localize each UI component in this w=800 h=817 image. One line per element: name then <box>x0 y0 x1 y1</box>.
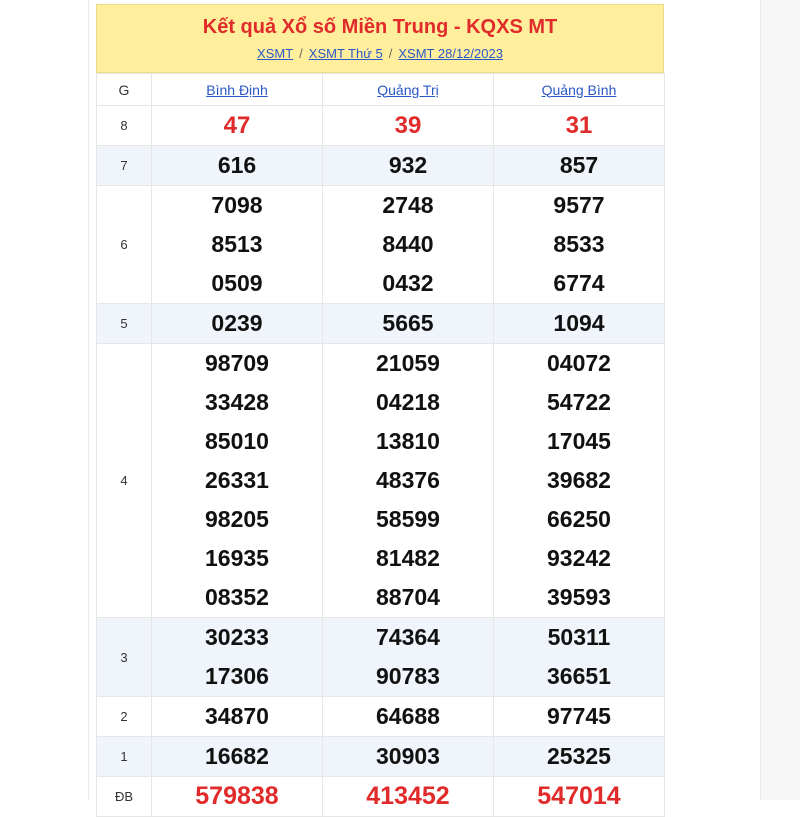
prize-number: 5665 <box>382 310 434 336</box>
prize-number: 0509 <box>211 270 263 296</box>
results-table <box>96 73 665 817</box>
special-prize-number: 547014 <box>537 782 621 810</box>
prize-label: 5 <box>97 304 152 344</box>
prize-cell <box>152 146 323 186</box>
province-link-binh-dinh[interactable]: Bình Định <box>206 81 268 98</box>
prize-cell <box>494 697 665 737</box>
special-prize-number: 413452 <box>366 782 450 810</box>
prize-number: 17306 <box>205 663 269 689</box>
page-title: Kết quả Xổ số Miền Trung - KQXS MT <box>202 16 558 38</box>
prize-label: ĐB <box>97 777 152 817</box>
prize-number: 04072 <box>547 350 611 376</box>
breadcrumb-xsmt-thu5[interactable]: XSMT Thứ 5 <box>308 46 383 61</box>
prize-number: 0239 <box>211 310 263 336</box>
prize-number: 48376 <box>376 467 440 493</box>
prize-number: 26331 <box>205 467 269 493</box>
prize-number: 66250 <box>547 506 611 532</box>
province-link-quang-binh[interactable]: Quảng Bình <box>541 81 617 98</box>
prize-number: 85010 <box>205 428 269 454</box>
prize-number: 39682 <box>547 467 611 493</box>
prize-label: 1 <box>97 737 152 777</box>
prize-table-body <box>97 106 665 817</box>
prize-number: 04218 <box>376 389 440 415</box>
prize-number: 6774 <box>553 270 605 296</box>
table-header-row <box>97 74 665 106</box>
prize-number: 74364 <box>376 624 440 650</box>
prize-number: 39593 <box>547 584 611 610</box>
prize-number: 64688 <box>376 703 440 729</box>
prize-row <box>97 106 665 146</box>
prize-number: 2748 <box>382 192 434 218</box>
prize-number: 30903 <box>376 743 440 769</box>
prize-label: 7 <box>97 146 152 186</box>
breadcrumb-separator: / <box>388 46 393 61</box>
prize-number: 30233 <box>205 624 269 650</box>
prize-cell <box>494 344 665 618</box>
prize-number: 16682 <box>205 743 269 769</box>
prize-number: 33428 <box>205 389 269 415</box>
prize-number: 8513 <box>211 231 263 257</box>
prize-cell <box>494 618 665 697</box>
prize-cell <box>152 344 323 618</box>
prize-number: 0432 <box>382 270 434 296</box>
prize-label: 4 <box>97 344 152 618</box>
prize-cell <box>323 777 494 817</box>
breadcrumb-xsmt[interactable]: XSMT <box>257 46 294 61</box>
province-header <box>323 74 494 106</box>
left-margin <box>0 0 89 800</box>
prize-cell <box>152 618 323 697</box>
prize-number: 25325 <box>547 743 611 769</box>
prize-cell <box>494 146 665 186</box>
right-margin <box>760 0 800 800</box>
prize-cell <box>323 697 494 737</box>
prize-number: 1094 <box>553 310 605 336</box>
prize-number: 88704 <box>376 584 440 610</box>
province-header <box>152 74 323 106</box>
prize-cell <box>323 106 494 146</box>
prize-cell <box>152 106 323 146</box>
prize-cell <box>323 186 494 304</box>
prize-cell <box>152 777 323 817</box>
results-panel <box>96 4 664 817</box>
prize-number: 81482 <box>376 545 440 571</box>
prize-number: 31 <box>565 112 593 139</box>
prize-row <box>97 146 665 186</box>
prize-number: 616 <box>217 152 257 178</box>
prize-row <box>97 304 665 344</box>
prize-number: 50311 <box>547 624 611 650</box>
prize-cell <box>152 186 323 304</box>
prize-cell <box>152 737 323 777</box>
prize-number: 8440 <box>382 231 434 257</box>
prize-number: 932 <box>388 152 428 178</box>
prize-number: 857 <box>559 152 599 178</box>
prize-row <box>97 697 665 737</box>
prize-number: 98709 <box>205 350 269 376</box>
breadcrumb <box>97 46 663 61</box>
prize-cell <box>494 737 665 777</box>
prize-cell <box>494 106 665 146</box>
prize-cell <box>494 186 665 304</box>
breadcrumb-separator: / <box>299 46 303 61</box>
prize-number: 34870 <box>205 703 269 729</box>
prize-column-header: G <box>97 74 152 106</box>
prize-number: 36651 <box>547 663 611 689</box>
prize-number: 7098 <box>211 192 263 218</box>
prize-number: 98205 <box>205 506 269 532</box>
province-link-quang-tri[interactable]: Quảng Trị <box>377 81 439 98</box>
prize-cell <box>323 737 494 777</box>
prize-cell <box>494 304 665 344</box>
prize-number: 16935 <box>205 545 269 571</box>
prize-cell <box>323 618 494 697</box>
prize-cell <box>323 304 494 344</box>
prize-number: 8533 <box>553 231 605 257</box>
prize-number: 08352 <box>205 584 269 610</box>
prize-cell <box>323 146 494 186</box>
prize-label: 8 <box>97 106 152 146</box>
breadcrumb-xsmt-date[interactable]: XSMT 28/12/2023 <box>398 46 503 61</box>
prize-label: 3 <box>97 618 152 697</box>
prize-cell <box>152 697 323 737</box>
prize-cell <box>152 304 323 344</box>
prize-number: 17045 <box>547 428 611 454</box>
special-prize-number: 579838 <box>195 782 279 810</box>
prize-cell <box>494 777 665 817</box>
results-header <box>96 4 664 73</box>
prize-number: 97745 <box>547 703 611 729</box>
prize-number: 47 <box>223 112 251 139</box>
prize-number: 54722 <box>547 389 611 415</box>
prize-label: 2 <box>97 697 152 737</box>
prize-label: 6 <box>97 186 152 304</box>
province-header <box>494 74 665 106</box>
prize-number: 58599 <box>376 506 440 532</box>
prize-number: 21059 <box>376 350 440 376</box>
prize-row <box>97 618 665 697</box>
prize-cell <box>323 344 494 618</box>
prize-number: 13810 <box>376 428 440 454</box>
prize-row <box>97 344 665 618</box>
prize-row <box>97 777 665 817</box>
prize-row <box>97 186 665 304</box>
prize-number: 39 <box>394 112 422 139</box>
prize-row <box>97 737 665 777</box>
prize-number: 90783 <box>376 663 440 689</box>
prize-number: 93242 <box>547 545 611 571</box>
prize-number: 9577 <box>553 192 605 218</box>
